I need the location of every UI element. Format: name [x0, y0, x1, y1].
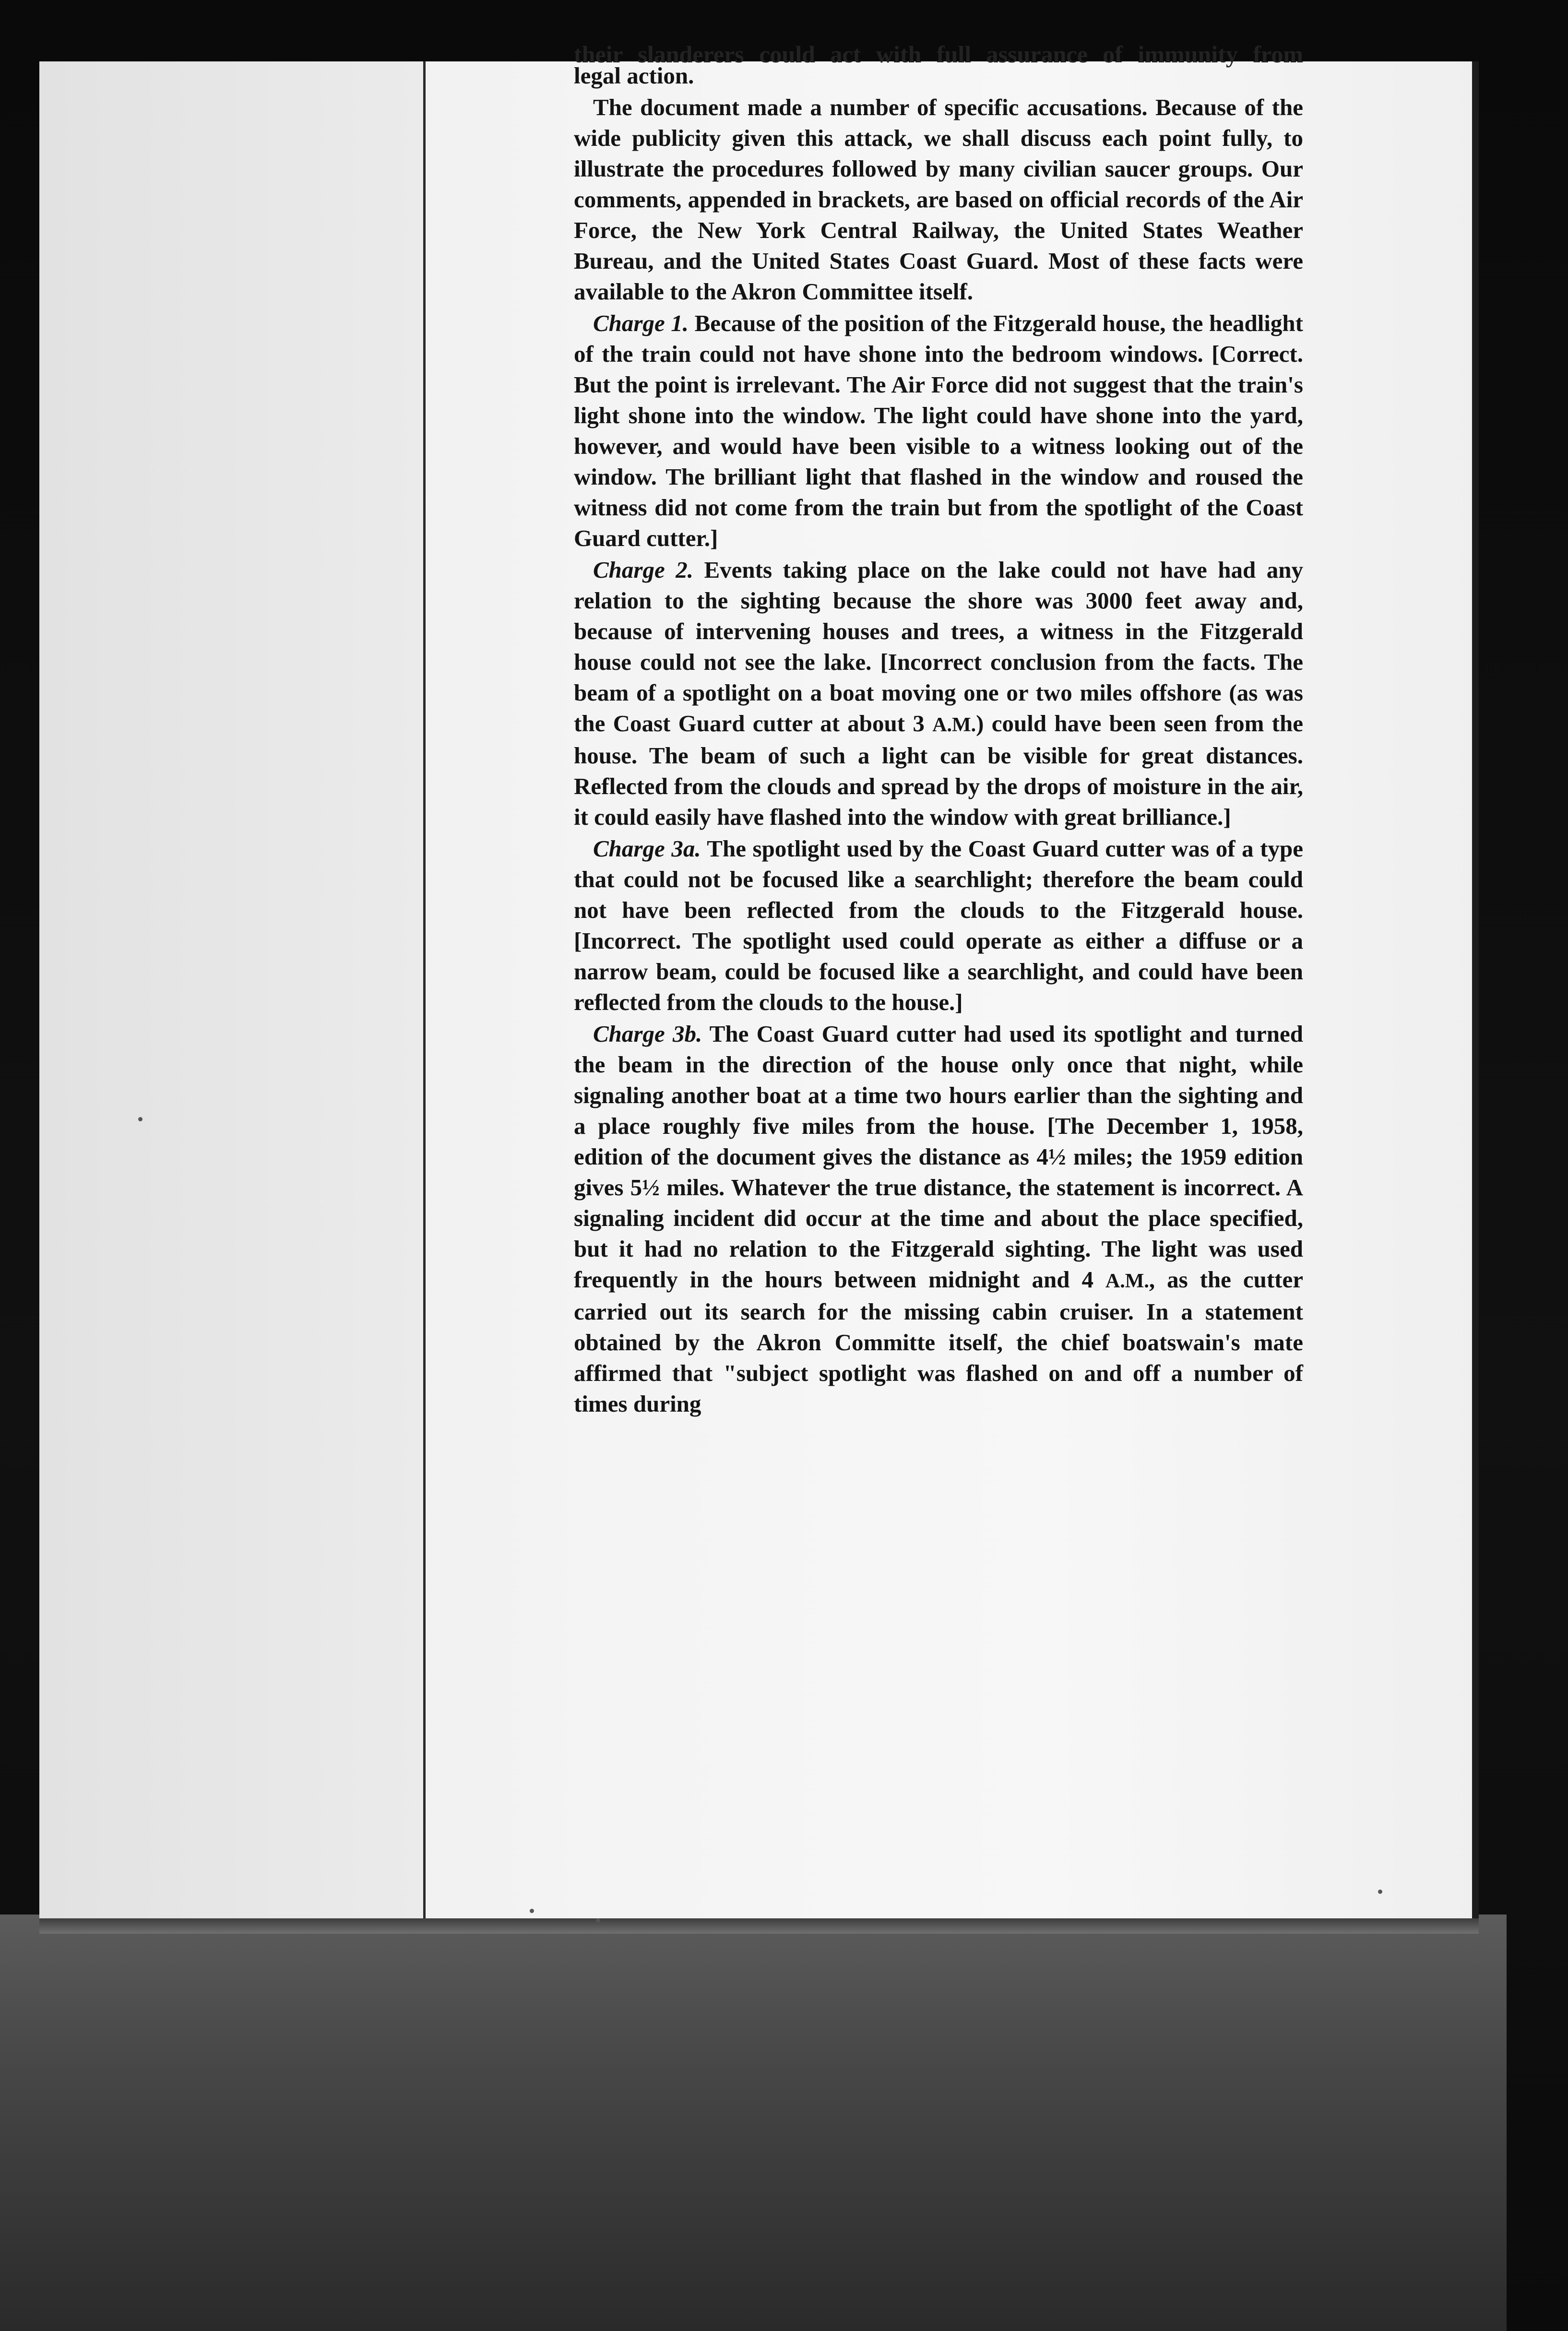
paragraph-text: Events taking place on the lake could not have had any relation to the sighting because the shore was 3000 feet away and, because of intervening houses and trees, a witness in the Fitzgerald house could not see the lake. [Incorrect conclusion from the facts. The beam of a spotlight on a boat moving one or two miles offshore (as was the Coast Guard cutter at about 3 — [574, 557, 1303, 737]
charge-label: Charge 3b. — [593, 1021, 702, 1047]
paragraph-charge-3b — [574, 1019, 1303, 1419]
charge-label: Charge 2. — [593, 557, 693, 583]
charge-label: Charge 3a. — [593, 835, 701, 862]
paragraph-text: ) could have been seen from the house. The beam of such a light can be visible for great distances. Reflected from the clouds and spread by the drops of moisture in the air, it could easily have flashed into the window with great brilliance.] — [574, 710, 1303, 830]
charge-label: Charge 1. — [593, 310, 689, 336]
paragraph-text: The Coast Guard cutter had used its spotlight and turned the beam in the direction of the house only once that night, while signaling another boat at a time two hours earlier than the sighting and a place roughly five miles from the house. [The December 1, 1958, edition of the document gives the distance as 4½ miles; the 1959 edition gives 5½ miles. Whatever the true distance, the statement is incorrect. A signaling incident did occur at the time and about the place specified, but it had no relation to the Fitzgerald sighting. The light was used frequently in the hours between midnight and 4 — [574, 1021, 1303, 1293]
paragraph-text: The spotlight used by the Coast Guard cutter was of a type that could not be focused like a searchlight; therefore the beam could not have been reflected from the clouds to the Fitzgerald house. [Incorrect. The spotlight used could operate as either a diffuse or a narrow beam, could be focused like a searchlight, and could have been reflected from the clouds to the house.] — [574, 835, 1303, 1015]
page-right-edge — [1472, 61, 1479, 1918]
underlying-surface — [0, 1915, 1507, 2331]
cut-off-text-line — [574, 39, 1303, 68]
dust-speck — [596, 1918, 600, 1923]
paragraph-text: , as the cutter carried out its search for the missing cabin cruiser. In a statement obtained by the Akron Committe itself, the chief boatswain's mate affirmed that "subject spotlight was flashed on and off a number of times during — [574, 1266, 1303, 1417]
paragraph-text: legal action. — [574, 62, 694, 89]
paragraph-charge-1 — [574, 308, 1303, 554]
time-abbreviation: A.M. — [1105, 1270, 1149, 1292]
page-left-margin — [39, 61, 423, 1918]
paragraph-charge-2 — [574, 555, 1303, 832]
paragraph-text: Because of the position of the Fitzgerald house, the headlight of the train could not have shone into the bedroom windows. [Correct. But the point is irrelevant. The Air Force did not suggest that the train's light shone into the window. The light could have shone into the yard, however, and would have been visible to a witness looking out of the window. The brilliant light that flashed in the window and roused the witness did not come from the train but from the spotlight of the Coast Guard cutter.] — [574, 310, 1303, 551]
dust-speck — [138, 1117, 143, 1121]
dust-speck — [1378, 1890, 1382, 1894]
dust-speck — [530, 1909, 534, 1913]
paragraph-text: The document made a number of specific accusations. Because of the wide publicity given this attack, we shall discuss each point fully, to illustrate the procedures followed by many civilian saucer groups. Our comments, appended in brackets, are based on official records of the Air Force, the New York Central Railway, the United States Weather Bureau, and the United States Coast Guard. Most of these facts were available to the Akron Committee itself. — [574, 94, 1303, 305]
page-fold-line — [423, 61, 426, 1918]
time-abbreviation: A.M. — [932, 714, 976, 736]
paragraph-charge-3a — [574, 833, 1303, 1018]
cut-off-line-text: their slanderers could act with full assurance of immunity from — [574, 41, 1303, 68]
paragraph-intro — [574, 92, 1303, 307]
page-bottom-shadow — [39, 1917, 1479, 1934]
document-text-column — [574, 41, 1303, 1419]
